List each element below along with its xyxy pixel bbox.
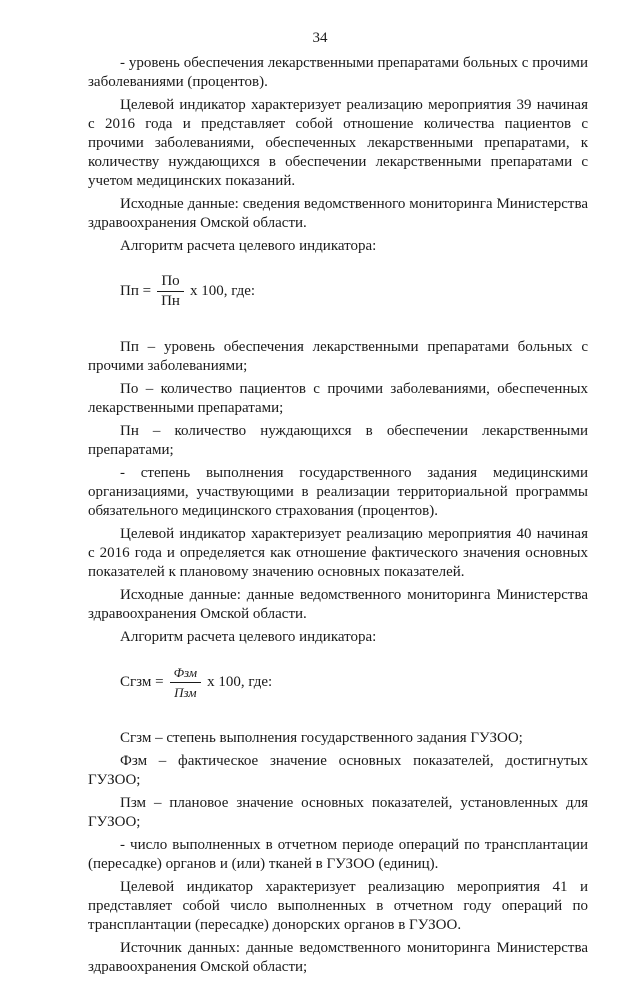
paragraph: Целевой индикатор характеризует реализацию мероприятия 41 и представляет собой число выполненных в отчетном году операций по трансплантации (пересадке) донорских органов в ГУЗОО. [88,879,588,933]
formula-lhs: Сгзм = [120,673,164,690]
paragraph: - число выполненных в отчетном периоде операций по трансплантации (пересадке) органов и (или) тканей в ГУЗОО (единиц). [88,837,588,872]
formula-fraction [170,664,202,701]
paragraph: Целевой индикатор характеризует реализацию мероприятия 39 начиная с 2016 года и представляет собой отношение количества пациентов с прочими заболеваниями, обеспеченных лекарственными препаратами, к количеству нуждающихся в обеспечении лекарственными препаратами с учетом медицинских показаний. [88,97,588,189]
formula-numerator: Фзм [170,664,202,683]
paragraph: - уровень обеспечения лекарственными препаратами больных с прочими заболеваниями (процентов). [88,55,588,90]
document-body [88,54,588,981]
paragraph: - степень выполнения государственного задания медицинскими организациями, участвующими в реализации территориальной программы обязательного медицинского страхования (процентов). [88,465,588,519]
paragraph: Пн – количество нуждающихся в обеспечении лекарственными препаратами; [88,423,588,458]
formula-rhs: х 100, где: [207,673,273,690]
formula-fraction [157,273,184,310]
paragraph: Пп – уровень обеспечения лекарственными препаратами больных с прочими заболеваниями; [88,339,588,374]
formula-denominator: Пзм [174,684,197,700]
formula-lhs: Пп = [120,282,152,299]
page-number: 34 [312,30,328,46]
paragraph: Целевой индикатор характеризует реализацию мероприятия 40 начиная с 2016 года и определяется как отношение фактического значения основных показателей к плановому значению основных показателей. [88,526,588,580]
paragraph: Источник данных: данные ведомственного мониторинга Министерства здравоохранения Омской области; [88,940,588,975]
paragraph: Алгоритм расчета целевого индикатора: [120,629,377,645]
formula-rhs: х 100, где: [189,282,256,299]
formula-denominator: Пн [161,292,180,309]
formula-numerator: По [157,273,183,292]
paragraph: Фзм – фактическое значение основных показателей, достигнутых ГУЗОО; [88,753,588,788]
paragraph: Сгзм – степень выполнения государственного задания ГУЗОО; [120,730,523,746]
paragraph: Пзм – плановое значение основных показателей, установленных для ГУЗОО; [88,795,588,830]
formula-sgzm [120,661,588,703]
paragraph: Исходные данные: данные ведомственного мониторинга Министерства здравоохранения Омской области. [88,587,588,622]
paragraph: Исходные данные: сведения ведомственного мониторинга Министерства здравоохранения Омской области. [88,196,588,231]
paragraph: Алгоритм расчета целевого индикатора: [120,238,377,254]
formula-pp [120,270,588,312]
paragraph: По – количество пациентов с прочими заболеваниями, обеспеченных лекарственными препаратами; [88,381,588,416]
